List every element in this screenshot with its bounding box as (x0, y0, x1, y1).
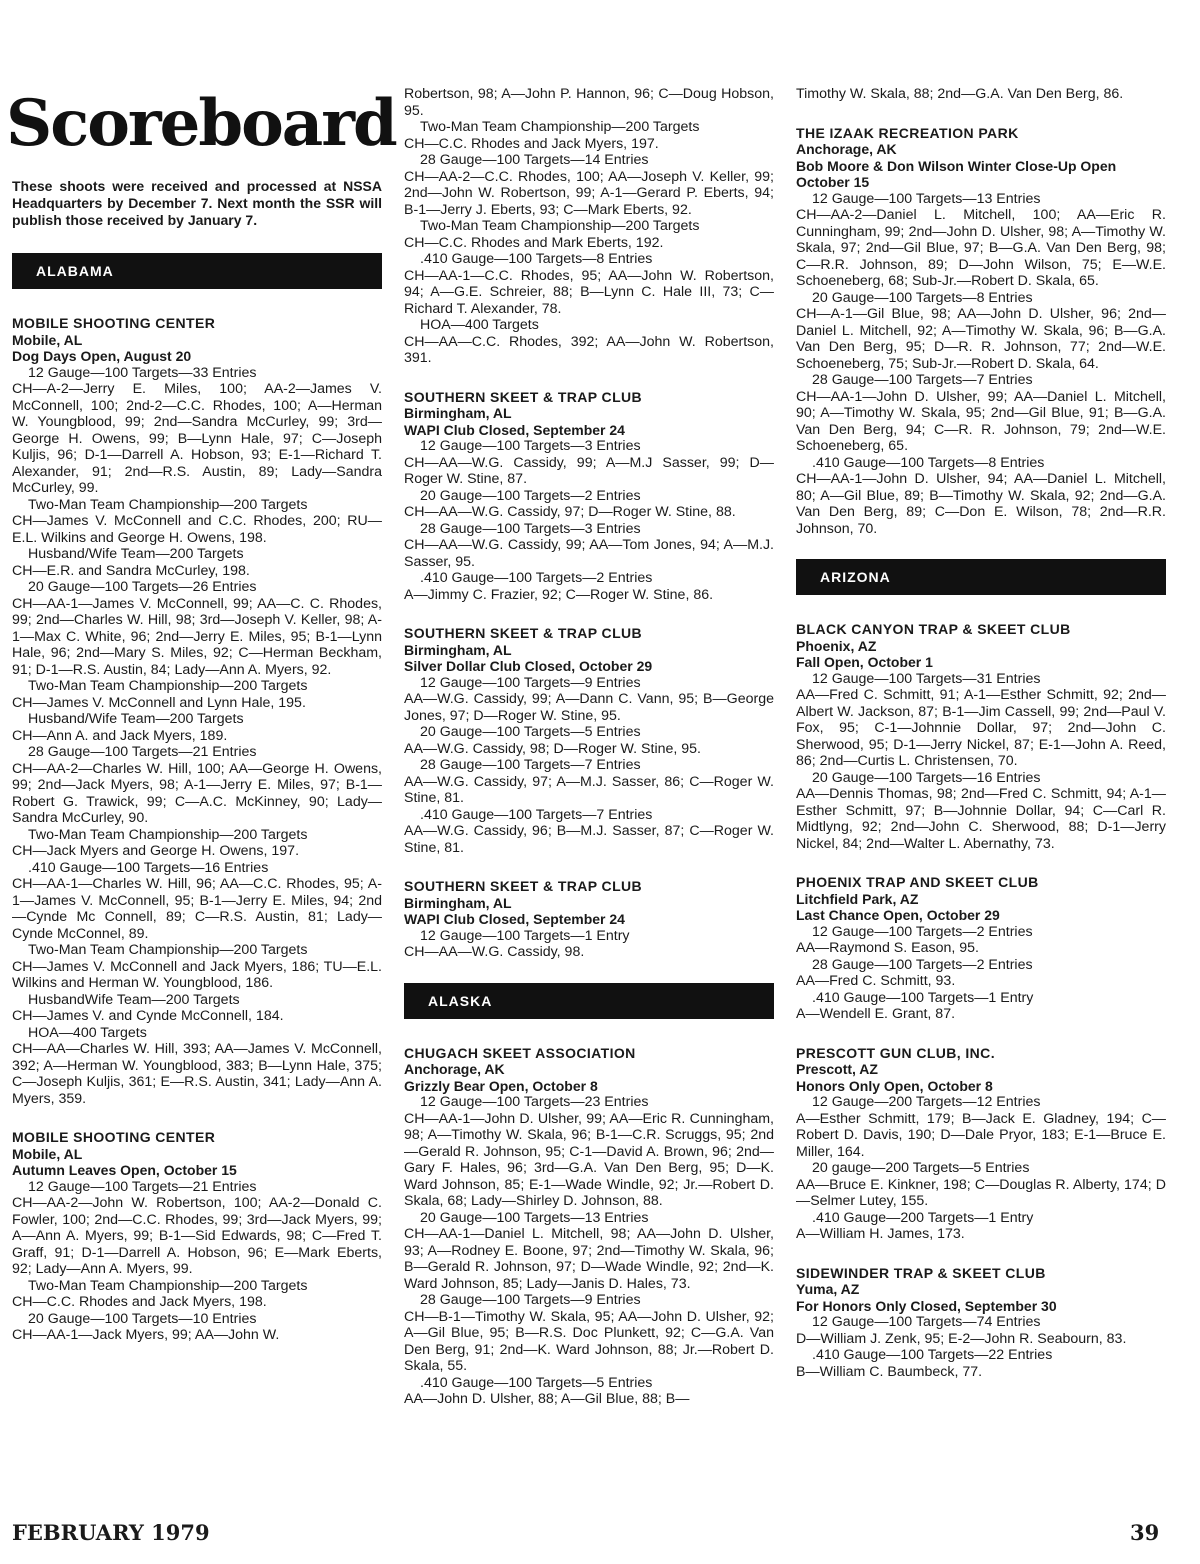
event-category: Two-Man Team Championship—200 Targets (28, 942, 308, 958)
event-category: HOA—400 Targets (28, 1024, 147, 1041)
club-entry (12, 1129, 382, 1344)
results-text: CH—AA—Charles W. Hill, 393; AA—James V. McConnell, 392; A—Herman W. Youngblood, 383; B—Lynn Hale, 375; C—Joseph Kuljis, 361; E—R.S. Austin, 341; Lady—Ann A. Myers, 359. (12, 1041, 382, 1107)
event-category: Two-Man Team Championship—200 Targets (420, 218, 700, 234)
results-text: AA—Dennis Thomas, 98; 2nd—Fred C. Schmitt, 94; A-1—Esther Schmitt, 97; B—Johnnie Dollar, 94; C—Carl R. Midtlyng, 92; 2nd—John C. Sherwood, 88; D-1—Jerry Nickel, 84; 2nd—Walter L. Abernathy, 73. (796, 786, 1166, 852)
column-3 (796, 86, 1166, 1402)
event-category: 28 Gauge—100 Targets—9 Entries (420, 1292, 641, 1308)
column-1-body (12, 253, 382, 1344)
results-text: Timothy W. Skala, 88; 2nd—G.A. Van Den Berg, 86. (796, 86, 1124, 102)
results-text: A—Jimmy C. Frazier, 92; C—Roger W. Stine, 86. (404, 586, 714, 603)
club-entry (404, 389, 774, 604)
results-text: AA—W.G. Cassidy, 96; B—M.J. Sasser, 87; C—Roger W. Stine, 81. (404, 823, 774, 856)
results-text: CH—James V. McConnell and C.C. Rhodes, 200; RU—E.L. Wilkins and George H. Owens, 198. (12, 513, 382, 546)
club-entry (796, 874, 1166, 1023)
event-category: 20 Gauge—100 Targets—5 Entries (420, 724, 641, 740)
event-category: 12 Gauge—100 Targets—21 Entries (28, 1178, 257, 1195)
event-category: Two-Man Team Championship—200 Targets (28, 826, 308, 843)
footer-month: FEBRUARY 1979 (12, 1520, 210, 1545)
club-name: BLACK CANYON TRAP & SKEET CLUB (796, 621, 1071, 637)
event-name: Grizzly Bear Open, October 8 (404, 1077, 598, 1094)
event-category: 20 Gauge—100 Targets—26 Entries (28, 579, 257, 595)
results-text: AA—Raymond S. Eason, 95. (796, 940, 979, 956)
event-category: .410 Gauge—100 Targets—22 Entries (812, 1347, 1053, 1363)
event-category: 12 Gauge—100 Targets—13 Entries (812, 190, 1041, 207)
event-category: .410 Gauge—100 Targets—5 Entries (420, 1374, 653, 1391)
club-entry (12, 315, 382, 1107)
state-header: ARIZONA (796, 559, 1166, 595)
event-category: 12 Gauge—200 Targets—12 Entries (812, 1094, 1041, 1110)
club-location: Anchorage, AK (404, 1061, 505, 1077)
results-text: AA—Fred C. Schmitt, 91; A-1—Esther Schmitt, 92; 2nd—Albert W. Jackson, 87; B-1—Jim Cassell, 99; 2nd—Paul V. Fox, 95; C-1—Johnnie Dollar, 97; 2nd—John C. Sherwood, 95; D-1—Jerry Nickel, 87; E-1—John A. Reed, 86; 2nd—Curtis L. Christensen, 70. (796, 687, 1166, 769)
club-name: PHOENIX TRAP AND SKEET CLUB (796, 874, 1039, 890)
event-category: 12 Gauge—100 Targets—9 Entries (420, 674, 641, 691)
results-text: CH—AA-1—C.C. Rhodes, 95; AA—John W. Robertson, 94; A—G.E. Schreier, 88; B—Lynn C. Hale III, 73; C—Richard T. Alexander, 78. (404, 267, 774, 317)
results-text: CH—AA-2—C.C. Rhodes, 100; AA—Joseph V. Keller, 99; 2nd—John W. Robertson, 99; A-1—Gerard P. Eberts, 94; B-1—Jerry J. Eberts, 93; C—Mark Eberts, 92. (404, 168, 774, 218)
column-1 (6, 86, 396, 1366)
event-category: Two-Man Team Championship—200 Targets (28, 1277, 308, 1294)
event-category: .410 Gauge—100 Targets—1 Entry (812, 989, 1034, 1006)
club-entry (796, 621, 1166, 852)
club-name: CHUGACH SKEET ASSOCIATION (404, 1044, 636, 1061)
state-header: ALASKA (404, 983, 774, 1019)
column-2-body (404, 86, 774, 1408)
event-category: 20 Gauge—100 Targets—2 Entries (420, 487, 641, 504)
event-name: Honors Only Open, October 8 (796, 1077, 993, 1094)
results-text: A—Wendell E. Grant, 87. (796, 1006, 956, 1022)
event-name: WAPI Club Closed, September 24 (404, 911, 625, 927)
event-category: 20 Gauge—100 Targets—10 Entries (28, 1310, 257, 1327)
event-name: Last Chance Open, October 29 (796, 907, 1000, 923)
event-category: Husband/Wife Team—200 Targets (28, 711, 244, 727)
results-text: D—William J. Zenk, 95; E-2—John R. Seabourn, 83. (796, 1330, 1127, 1347)
results-text: CH—AA-1—Daniel L. Mitchell, 98; AA—John D. Ulsher, 93; A—Rodney E. Boone, 97; 2nd—Timothy W. Skala, 96; B—Gerald R. Johnson, 97; D—Wade Windle, 92; 2nd—K. Ward Johnson, 85; Lady—Janis D. Hales, 73. (404, 1226, 774, 1292)
results-text: CH—AA-2—Charles W. Hill, 100; AA—George H. Owens, 99; 2nd—Jack Myers, 98; A-1—Jerry E. Miles, 97; B-1—Robert G. Trawick, 99; C—A.C. McKinney, 90; Lady—Sandra McCurley, 90. (12, 760, 382, 826)
club-location: Birmingham, AL (404, 641, 512, 658)
footer-page-number: 39 (1130, 1520, 1160, 1545)
results-text: CH—E.R. and Sandra McCurley, 198. (12, 562, 250, 579)
event-name: Silver Dollar Club Closed, October 29 (404, 658, 653, 674)
event-category: 28 Gauge—100 Targets—7 Entries (812, 372, 1033, 388)
event-name: Dog Days Open, August 20 (12, 348, 192, 364)
results-text: CH—C.C. Rhodes and Jack Myers, 198. (12, 1294, 267, 1310)
club-entry (796, 1265, 1166, 1381)
club-name: SOUTHERN SKEET & TRAP CLUB (404, 878, 643, 894)
results-text: AA—W.G. Cassidy, 98; D—Roger W. Stine, 95. (404, 740, 701, 757)
club-name: PRESCOTT GUN CLUB, INC. (796, 1044, 995, 1061)
results-text: CH—AA—W.G. Cassidy, 99; A—M.J Sasser, 99; D—Roger W. Stine, 87. (404, 454, 774, 487)
club-location: Anchorage, AK (796, 141, 897, 157)
results-text: CH—AA-2—John W. Robertson, 100; AA-2—Donald C. Fowler, 100; 2nd—C.C. Rhodes, 99; 3rd—Jack Myers, 99; A—Ann A. Myers, 99; B-1—Sid Edwards, 98; C—Fred T. Graff, 91; D-1—Darrell A. Hobson, 96; E—Mark Eberts, 92; Lady—Ann A. Myers, 99. (12, 1195, 382, 1277)
event-name: Autumn Leaves Open, October 15 (12, 1162, 237, 1178)
event-category: 12 Gauge—100 Targets—1 Entry (420, 927, 630, 944)
club-location: Phoenix, AZ (796, 637, 877, 654)
continued-results (796, 86, 1166, 103)
results-text: CH—AA—W.G. Cassidy, 99; AA—Tom Jones, 94; A—M.J. Sasser, 95. (404, 537, 774, 570)
club-name: MOBILE SHOOTING CENTER (12, 1129, 216, 1145)
column-2 (404, 86, 774, 1430)
event-category: HusbandWife Team—200 Targets (28, 991, 240, 1008)
event-category: HOA—400 Targets (420, 317, 539, 333)
event-category: 20 Gauge—100 Targets—8 Entries (812, 289, 1033, 306)
results-text: CH—James V. McConnell and Lynn Hale, 195. (12, 694, 306, 711)
event-category: .410 Gauge—100 Targets—7 Entries (420, 806, 653, 823)
column-3-body (796, 86, 1166, 1380)
event-category: Two-Man Team Championship—200 Targets (28, 678, 308, 694)
results-text: CH—A-1—Gil Blue, 98; AA—John D. Ulsher, 96; 2nd—Daniel L. Mitchell, 92; A—Timothy W. Skala, 96; B—G.A. Van Den Berg, 95; D—R. R. Johnson, 77; 2nd—W.E. Schoeneberg, 75; Sub-Jr.—Robert D. Skala, 64. (796, 306, 1166, 372)
results-text: Robertson, 98; A—John P. Hannon, 96; C—Doug Hobson, 95. (404, 86, 774, 119)
club-name: SOUTHERN SKEET & TRAP CLUB (404, 388, 643, 405)
event-category: .410 Gauge—100 Targets—2 Entries (420, 570, 653, 586)
results-text: CH—James V. and Cynde McConnell, 184. (12, 1008, 284, 1024)
event-category: 12 Gauge—100 Targets—33 Entries (28, 364, 257, 381)
event-category: .410 Gauge—200 Targets—1 Entry (812, 1209, 1034, 1226)
results-text: AA—W.G. Cassidy, 99; A—Dann C. Vann, 95; B—George Jones, 97; D—Roger W. Stine, 95. (404, 691, 774, 724)
results-text: CH—James V. McConnell and Jack Myers, 186; TU—E.L. Wilkins and Herman W. Youngblood, 186. (12, 958, 382, 991)
results-text: AA—Fred C. Schmitt, 93. (796, 973, 956, 989)
results-text: CH—AA-2—Daniel L. Mitchell, 100; AA—Eric R. Cunningham, 99; 2nd—John D. Ulsher, 98; A—Timothy W. Skala, 97; 2nd—Gil Blue, 97; B—G.A. Van Den Berg, 98; C—R.R. Johnson, 89; D—John Wilson, 75; E—W.E. Schoeneberg, 68; Sub-Jr.—Robert D. Skala, 65. (796, 207, 1166, 289)
results-text: CH—AA-1—John D. Ulsher, 99; AA—Eric R. Cunningham, 98; A—Timothy W. Skala, 96; B-1—C.R. Scruggs, 95; 2nd—Gerald R. Johnson, 95; C-1—David A. Brown, 96; 2nd—Gary F. Hales, 96; 3rd—G.A. Van Den Berg, 95; D—K. Ward Johnson, 85; E-1—Wade Windle, 92; Jr.—Robert D. Skala, 68; Lady—Shirley D. Johnson, 88. (404, 1110, 774, 1209)
results-text: B—William C. Baumbeck, 77. (796, 1363, 983, 1380)
results-text: CH—A-2—Jerry E. Miles, 100; AA-2—James V. McConnell, 100; 2nd-2—C.C. Rhodes, 100; A—Herman W. Youngblood, 99; 2nd—Sandra McCurley, 99; 3rd—George H. Owens, 99; B—Lynn Hale, 97; C—Joseph Kuljis, 96; D-1—Darrell A. Hobson, 93; E-1—Richard T. Alexander, 91; 2nd—R.S. Austin, 89; Lady—Sandra McCurley, 99. (12, 381, 382, 496)
club-name: MOBILE SHOOTING CENTER (12, 315, 216, 331)
event-category: .410 Gauge—100 Targets—8 Entries (420, 251, 653, 267)
club-name: SIDEWINDER TRAP & SKEET CLUB (796, 1264, 1046, 1281)
club-entry (404, 878, 774, 961)
club-location: Yuma, AZ (796, 1281, 860, 1297)
results-text: CH—AA—W.G. Cassidy, 97; D—Roger W. Stine, 88. (404, 504, 736, 520)
results-text: AA—John D. Ulsher, 88; A—Gil Blue, 88; B— (404, 1391, 690, 1407)
results-text: CH—AA-1—John D. Ulsher, 94; AA—Daniel L. Mitchell, 80; A—Gil Blue, 89; B—Timothy W. Skala, 92; 2nd—G.A. Van Den Berg, 89; C—Don E. Wilson, 78; 2nd—R.R. Johnson, 70. (796, 471, 1166, 537)
event-category: 28 Gauge—100 Targets—7 Entries (420, 757, 641, 773)
club-location: Birmingham, AL (404, 894, 512, 911)
event-category: 12 Gauge—100 Targets—3 Entries (420, 438, 641, 454)
event-category: Husband/Wife Team—200 Targets (28, 546, 244, 562)
results-text: AA—W.G. Cassidy, 97; A—M.J. Sasser, 86; C—Roger W. Stine, 81. (404, 773, 774, 806)
event-name: WAPI Club Closed, September 24 (404, 421, 625, 438)
results-text: CH—Ann A. and Jack Myers, 189. (12, 727, 228, 744)
event-category: 28 Gauge—100 Targets—2 Entries (812, 956, 1033, 973)
event-name: Bob Moore & Don Wilson Winter Close-Up Open October 15 (796, 157, 1117, 190)
results-text: A—Esther Schmitt, 179; B—Jack E. Gladney, 194; C—Robert D. Davis, 190; D—Dale Pryor, 183; E-1—Bruce E. Miller, 164. (796, 1110, 1166, 1160)
club-entry (796, 125, 1166, 538)
event-category: 12 Gauge—100 Targets—74 Entries (812, 1314, 1041, 1330)
event-category: 12 Gauge—100 Targets—2 Entries (812, 923, 1033, 940)
club-location: Mobile, AL (12, 331, 83, 348)
results-text: CH—B-1—Timothy W. Skala, 95; AA—John D. Ulsher, 92; A—Gil Blue, 95; B—R.S. Doc Plunkett, 92; C—G.A. Van Den Berg, 91; 2nd—K. Ward Johnson, 88; Jr.—Robert D. Skala, 55. (404, 1308, 774, 1374)
event-category: 20 gauge—200 Targets—5 Entries (812, 1160, 1030, 1176)
event-name: Fall Open, October 1 (796, 654, 933, 670)
event-category: 28 Gauge—100 Targets—3 Entries (420, 520, 641, 537)
event-category: 20 Gauge—100 Targets—16 Entries (812, 769, 1041, 786)
event-name: For Honors Only Closed, September 30 (796, 1297, 1057, 1314)
event-category: 28 Gauge—100 Targets—21 Entries (28, 744, 257, 760)
event-category: 12 Gauge—100 Targets—31 Entries (812, 670, 1041, 687)
club-name: SOUTHERN SKEET & TRAP CLUB (404, 625, 643, 641)
results-text: A—William H. James, 173. (796, 1226, 965, 1242)
event-category: .410 Gauge—100 Targets—16 Entries (28, 859, 269, 876)
event-category: 28 Gauge—100 Targets—14 Entries (420, 152, 649, 168)
results-text: CH—C.C. Rhodes and Jack Myers, 197. (404, 135, 659, 152)
club-location: Prescott, AZ (796, 1061, 878, 1077)
club-entry (404, 625, 774, 856)
intro-note: These shoots were received and processed at NSSA Headquarters by December 7. Next month the SSR will publish those received by January 7. (12, 178, 382, 228)
club-name: THE IZAAK RECREATION PARK (796, 124, 1019, 141)
club-location: Birmingham, AL (404, 405, 512, 421)
continued-results (404, 86, 774, 367)
club-entry (796, 1045, 1166, 1243)
event-category: .410 Gauge—100 Targets—8 Entries (812, 454, 1045, 471)
event-category: Two-Man Team Championship—200 Targets (28, 496, 308, 513)
club-location: Litchfield Park, AZ (796, 890, 919, 907)
results-text: CH—C.C. Rhodes and Mark Eberts, 192. (404, 234, 664, 251)
results-text: CH—AA—W.G. Cassidy, 98. (404, 944, 585, 960)
event-category: Two-Man Team Championship—200 Targets (420, 119, 700, 135)
event-category: 12 Gauge—100 Targets—23 Entries (420, 1094, 649, 1110)
results-text: CH—AA-1—Charles W. Hill, 96; AA—C.C. Rhodes, 95; A-1—James V. McConnell, 95; B-1—Jerry E. Miles, 94; 2nd—Cynde Mc Connell, 89; C—R.S. Austin, 81; Lady—Cynde McConnel, 89. (12, 876, 382, 942)
masthead-title: Scoreboard (6, 86, 396, 161)
club-location: Mobile, AL (12, 1145, 83, 1162)
state-header: ALABAMA (12, 253, 382, 289)
results-text: CH—AA—C.C. Rhodes, 392; AA—John W. Robertson, 391. (404, 333, 774, 366)
results-text: AA—Bruce E. Kinkner, 198; C—Douglas R. Alberty, 174; D—Selmer Lutey, 155. (796, 1176, 1166, 1209)
results-text: CH—AA-1—Jack Myers, 99; AA—John W. (12, 1327, 280, 1343)
club-entry (404, 1045, 774, 1408)
event-category: 20 Gauge—100 Targets—13 Entries (420, 1209, 649, 1226)
results-text: CH—AA-1—John D. Ulsher, 99; AA—Daniel L. Mitchell, 90; A—Timothy W. Skala, 95; 2nd—Gil Blue, 91; B—G.A. Van Den Berg, 94; C—R. R. Johnson, 79; 2nd—W.E. Schoeneberg, 65. (796, 388, 1166, 454)
results-text: CH—Jack Myers and George H. Owens, 197. (12, 843, 300, 859)
results-text: CH—AA-1—James V. McConnell, 99; AA—C. C. Rhodes, 99; 2nd—Charles W. Hill, 98; 3rd—Joseph V. Keller, 98; A-1—Max C. White, 96; 2nd—Jerry E. Miles, 95; B-1—Lynn Hale, 96; 2nd—Mary S. Miles, 92; C—Herman Beckham, 91; D-1—R.S. Austin, 84; Lady—Ann A. Myers, 92. (12, 595, 382, 678)
